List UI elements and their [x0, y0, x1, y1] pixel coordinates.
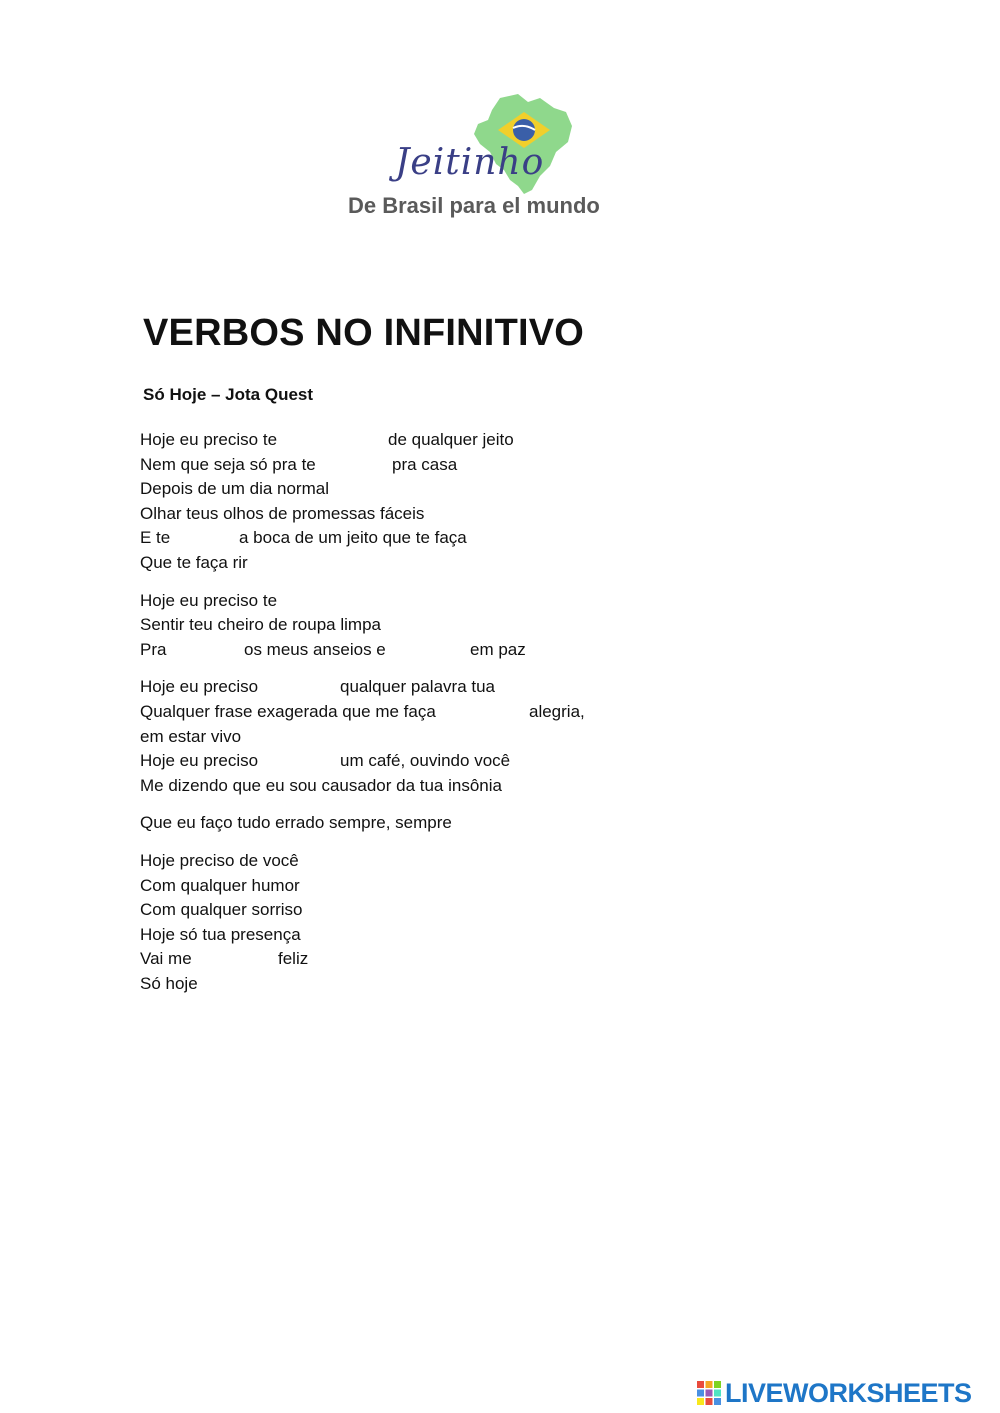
lyric-line — [140, 477, 620, 502]
logo-script-text: Jeitinho — [395, 142, 545, 183]
lyric-text: Só hoje — [140, 973, 198, 993]
lyric-text: pra casa — [392, 454, 458, 474]
flag-circle — [513, 119, 535, 141]
lyric-line — [140, 849, 620, 874]
lyric-text: de qualquer jeito — [388, 430, 514, 449]
lyric-line — [140, 613, 620, 638]
lyric-line — [140, 675, 620, 700]
lyric-text: Que eu faço tudo errado sempre, sempre — [140, 813, 452, 833]
lyric-text: em paz — [470, 639, 526, 659]
lyric-line — [140, 502, 620, 527]
lyric-line — [140, 749, 620, 774]
lyric-line — [140, 947, 620, 972]
lyric-line — [140, 972, 620, 997]
liveworksheets-text: LIVEWORKSHEETS — [725, 1378, 972, 1408]
lyric-line — [140, 700, 620, 725]
lyric-line — [140, 725, 620, 750]
lyric-line — [140, 526, 620, 551]
lyrics-block — [140, 428, 620, 996]
lyric-text: Hoje eu preciso — [140, 751, 259, 771]
logo-subtitle: De Brasil para el mundo — [348, 193, 600, 218]
lyric-text: Hoje eu preciso — [140, 677, 259, 697]
lyric-text: um café, ouvindo você — [340, 751, 511, 771]
lyric-text: Qualquer frase exagerada que me faça — [140, 701, 436, 721]
lyric-text: Depois de um dia normal — [140, 479, 329, 499]
lyric-text: Nem que seja só pra te — [140, 454, 316, 474]
lyric-text: Olhar teus olhos de promessas fáceis — [140, 503, 425, 523]
lyric-text: qualquer palavra tua — [340, 677, 496, 697]
lyric-line — [140, 453, 620, 478]
lyric-text: Com qualquer sorriso — [140, 900, 303, 920]
song-subtitle: Só Hoje – Jota Quest — [143, 385, 314, 404]
lyric-text: alegria, — [529, 701, 585, 721]
lyric-line — [140, 874, 620, 899]
lyric-text: Que te faça rir — [140, 552, 248, 572]
lyric-text: Sentir teu cheiro de roupa limpa — [140, 615, 381, 635]
lyric-text: Hoje eu preciso te — [140, 590, 278, 610]
lyric-text: Hoje só tua presença — [140, 924, 301, 944]
lyric-text: Pra — [140, 639, 167, 659]
lyric-text: Hoje preciso de você — [140, 850, 299, 870]
lyric-line — [140, 428, 620, 453]
lyric-text: Com qualquer humor — [140, 875, 300, 895]
lyric-text: Me dizendo que eu sou causador da tua insônia — [140, 775, 502, 795]
lyric-line — [140, 923, 620, 948]
lyric-line — [140, 638, 620, 663]
lyric-text: E te — [140, 528, 171, 548]
page-title: VERBOS NO INFINITIVO — [143, 312, 585, 354]
lyric-line — [140, 811, 620, 836]
lyric-text: a boca de um jeito que te faça — [239, 528, 467, 548]
lyric-line — [140, 551, 620, 576]
lyric-text: em estar vivo — [140, 726, 242, 746]
lyric-text: Vai me — [140, 949, 192, 969]
brand-logo — [340, 90, 640, 225]
liveworksheets-icon — [697, 1381, 721, 1405]
lyric-line — [140, 898, 620, 923]
lyric-line — [140, 589, 620, 614]
lyric-text: Hoje eu preciso te — [140, 430, 278, 449]
lyric-line — [140, 774, 620, 799]
lyric-text: os meus anseios e — [244, 639, 386, 659]
lyric-text: feliz — [278, 949, 309, 969]
